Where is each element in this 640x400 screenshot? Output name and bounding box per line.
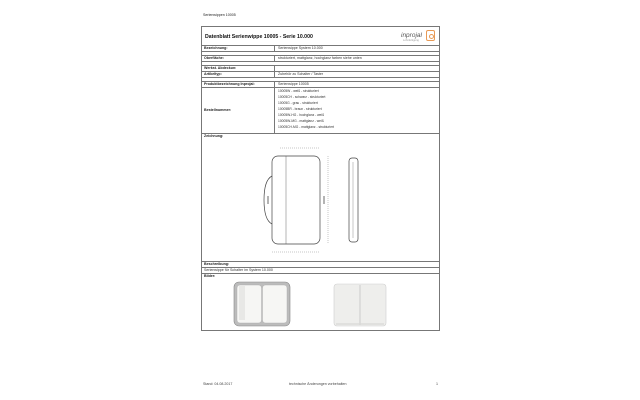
description-label: Beschreibung: bbox=[204, 262, 230, 266]
images-label: Bilder: bbox=[204, 274, 216, 278]
product-photo-matte bbox=[330, 280, 390, 328]
row-label: Produktbezeichnung Inprojal: bbox=[202, 82, 275, 87]
row-label: Oberfläche: bbox=[202, 56, 275, 61]
footer-disclaimer: technische Änderungen vorbehalten bbox=[289, 382, 347, 386]
row-bilder bbox=[202, 274, 439, 331]
order-number-item: 10005CH-MG - mattglanz - strukturiert bbox=[278, 125, 335, 129]
row-value: strukturiert, mattglanz, hochglanz farben siehe unten bbox=[278, 56, 362, 60]
logo-word: inprojal bbox=[401, 32, 422, 39]
front-view-outline bbox=[272, 156, 320, 244]
row-value: Zubehör zu Schalter / Taster bbox=[278, 72, 324, 76]
footer-page-number: 1 bbox=[436, 382, 438, 386]
order-number-item: 10005W-HG - hochglanz - weiß bbox=[278, 113, 325, 117]
description-text: Serienwippe für Schalter im System 10.000 bbox=[204, 268, 273, 272]
datasheet-title: Datenblatt Serienwippe 10005 - Serie 10.000 bbox=[205, 34, 313, 40]
order-number-item: 10005BR - braun - strukturiert bbox=[278, 107, 322, 111]
row-value: Serienwippe 10005 bbox=[278, 82, 309, 86]
document-header-text: Serienwippen 10005 bbox=[203, 13, 236, 17]
order-number-item: 10005W - weiß - strukturiert bbox=[278, 89, 319, 93]
row-label: Werkst. Abdeckun: bbox=[202, 66, 275, 71]
logo-tagline: Lohnfertigung bbox=[403, 39, 419, 42]
title-row bbox=[201, 26, 440, 46]
order-number-item: 10005CH - schwarz - strukturiert bbox=[278, 95, 326, 99]
side-view-outline bbox=[349, 158, 358, 242]
order-number-item: 10005G - grau - strukturiert bbox=[278, 101, 318, 105]
row-label: Artikeltyp: bbox=[202, 72, 275, 77]
company-logo bbox=[401, 30, 435, 44]
order-number-item: 10005W-MG - mattglanz - weiß bbox=[278, 119, 324, 123]
row-value bbox=[275, 66, 439, 71]
order-number-list bbox=[275, 88, 439, 133]
row-value: Serienwippe System 10.000 bbox=[278, 46, 323, 50]
datasheet-table bbox=[201, 46, 440, 331]
datasheet bbox=[201, 26, 441, 286]
technical-drawing bbox=[202, 140, 441, 260]
drawing-label: Zeichnung: bbox=[204, 134, 224, 138]
footer-date: Stand: 04.08.2017 bbox=[203, 382, 233, 386]
logo-mark-icon bbox=[426, 30, 435, 41]
row-bestellnummer bbox=[202, 88, 439, 134]
product-photo-gloss bbox=[232, 280, 292, 328]
row-label: Bezeichnung: bbox=[202, 46, 275, 51]
row-zeichnung bbox=[202, 134, 439, 262]
row-label: Bestellnummer: bbox=[202, 88, 275, 133]
